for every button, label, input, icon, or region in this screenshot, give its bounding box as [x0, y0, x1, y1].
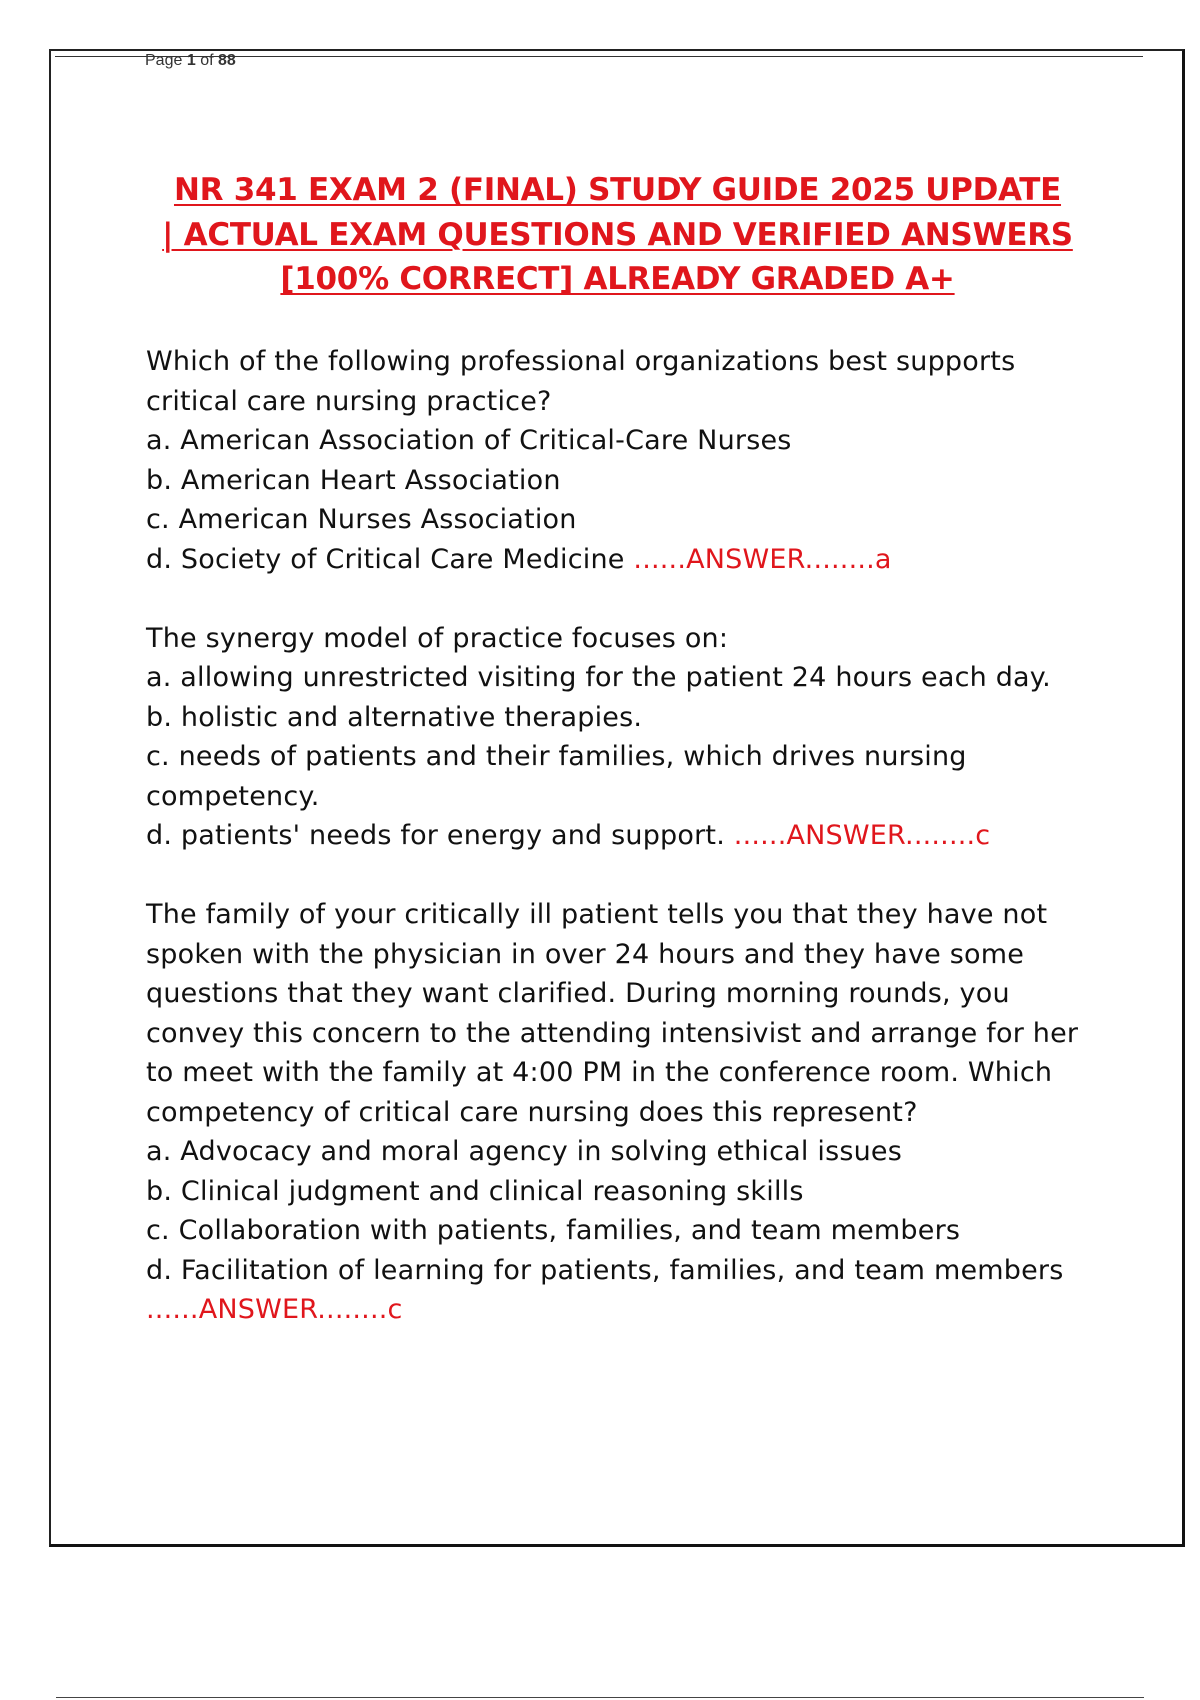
footer-rule	[56, 1697, 1144, 1698]
page-of: of	[200, 52, 214, 69]
option-d-line	[146, 1251, 1106, 1330]
option-d: d. Facilitation of learning for patients, families, and team members	[146, 1254, 1064, 1286]
option-a: a. American Association of Critical-Care Nurses	[146, 425, 792, 456]
option-d: d. Society of Critical Care Medicine	[146, 543, 625, 575]
page-number	[145, 52, 236, 70]
question-2	[146, 619, 1106, 856]
option-b: b. holistic and alternative therapies.	[146, 701, 643, 733]
answer-key: ......ANSWER........c	[146, 1294, 403, 1325]
option-a: a. allowing unrestricted visiting for the patient 24 hours each day.	[146, 662, 1051, 693]
question-3	[146, 895, 1106, 1330]
title-line-1: NR 341 EXAM 2 (FINAL) STUDY GUIDE 2025 UPDATE	[173, 172, 1062, 208]
page-current: 1	[186, 52, 196, 69]
page-label: Page	[145, 52, 183, 69]
option-d-line	[146, 540, 1106, 580]
question-stem: The synergy model of practice focuses on:	[146, 622, 729, 654]
option-b: b. American Heart Association	[146, 464, 561, 496]
title-line-3: [100% CORRECT] ALREADY GRADED A+	[280, 261, 955, 297]
question-list	[146, 342, 1106, 1369]
question-stem: Which of the following professional organizations best supports critical care nursing practice?	[146, 346, 1016, 417]
option-c: c. needs of patients and their families, which drives nursing competency.	[146, 741, 967, 812]
option-c: c. American Nurses Association	[146, 504, 577, 535]
title-line-2: | ACTUAL EXAM QUESTIONS AND VERIFIED ANSWERS	[162, 216, 1073, 253]
option-d-line	[146, 816, 1106, 856]
answer-key: ......ANSWER........a	[633, 543, 892, 575]
option-c: c. Collaboration with patients, families, and team members	[146, 1215, 961, 1246]
page-total: 88	[217, 52, 236, 69]
answer-key: ......ANSWER........c	[733, 820, 991, 851]
document-title	[120, 168, 1115, 302]
option-b: b. Clinical judgment and clinical reasoning skills	[146, 1175, 804, 1207]
question-stem: The family of your critically ill patient tells you that they have not spoken with the physician in over 24 hours and they have some questions that they want clarified. During morning rounds, you convey this concern to the attending intensivist and arrange for her to meet with the family at 4:00 PM in the conference room. Which competency of critical care nursing does this represent?	[146, 899, 1079, 1128]
option-a: a. Advocacy and moral agency in solving ethical issues	[146, 1136, 902, 1167]
question-1	[146, 342, 1106, 579]
option-d: d. patients' needs for energy and support.	[146, 820, 725, 851]
